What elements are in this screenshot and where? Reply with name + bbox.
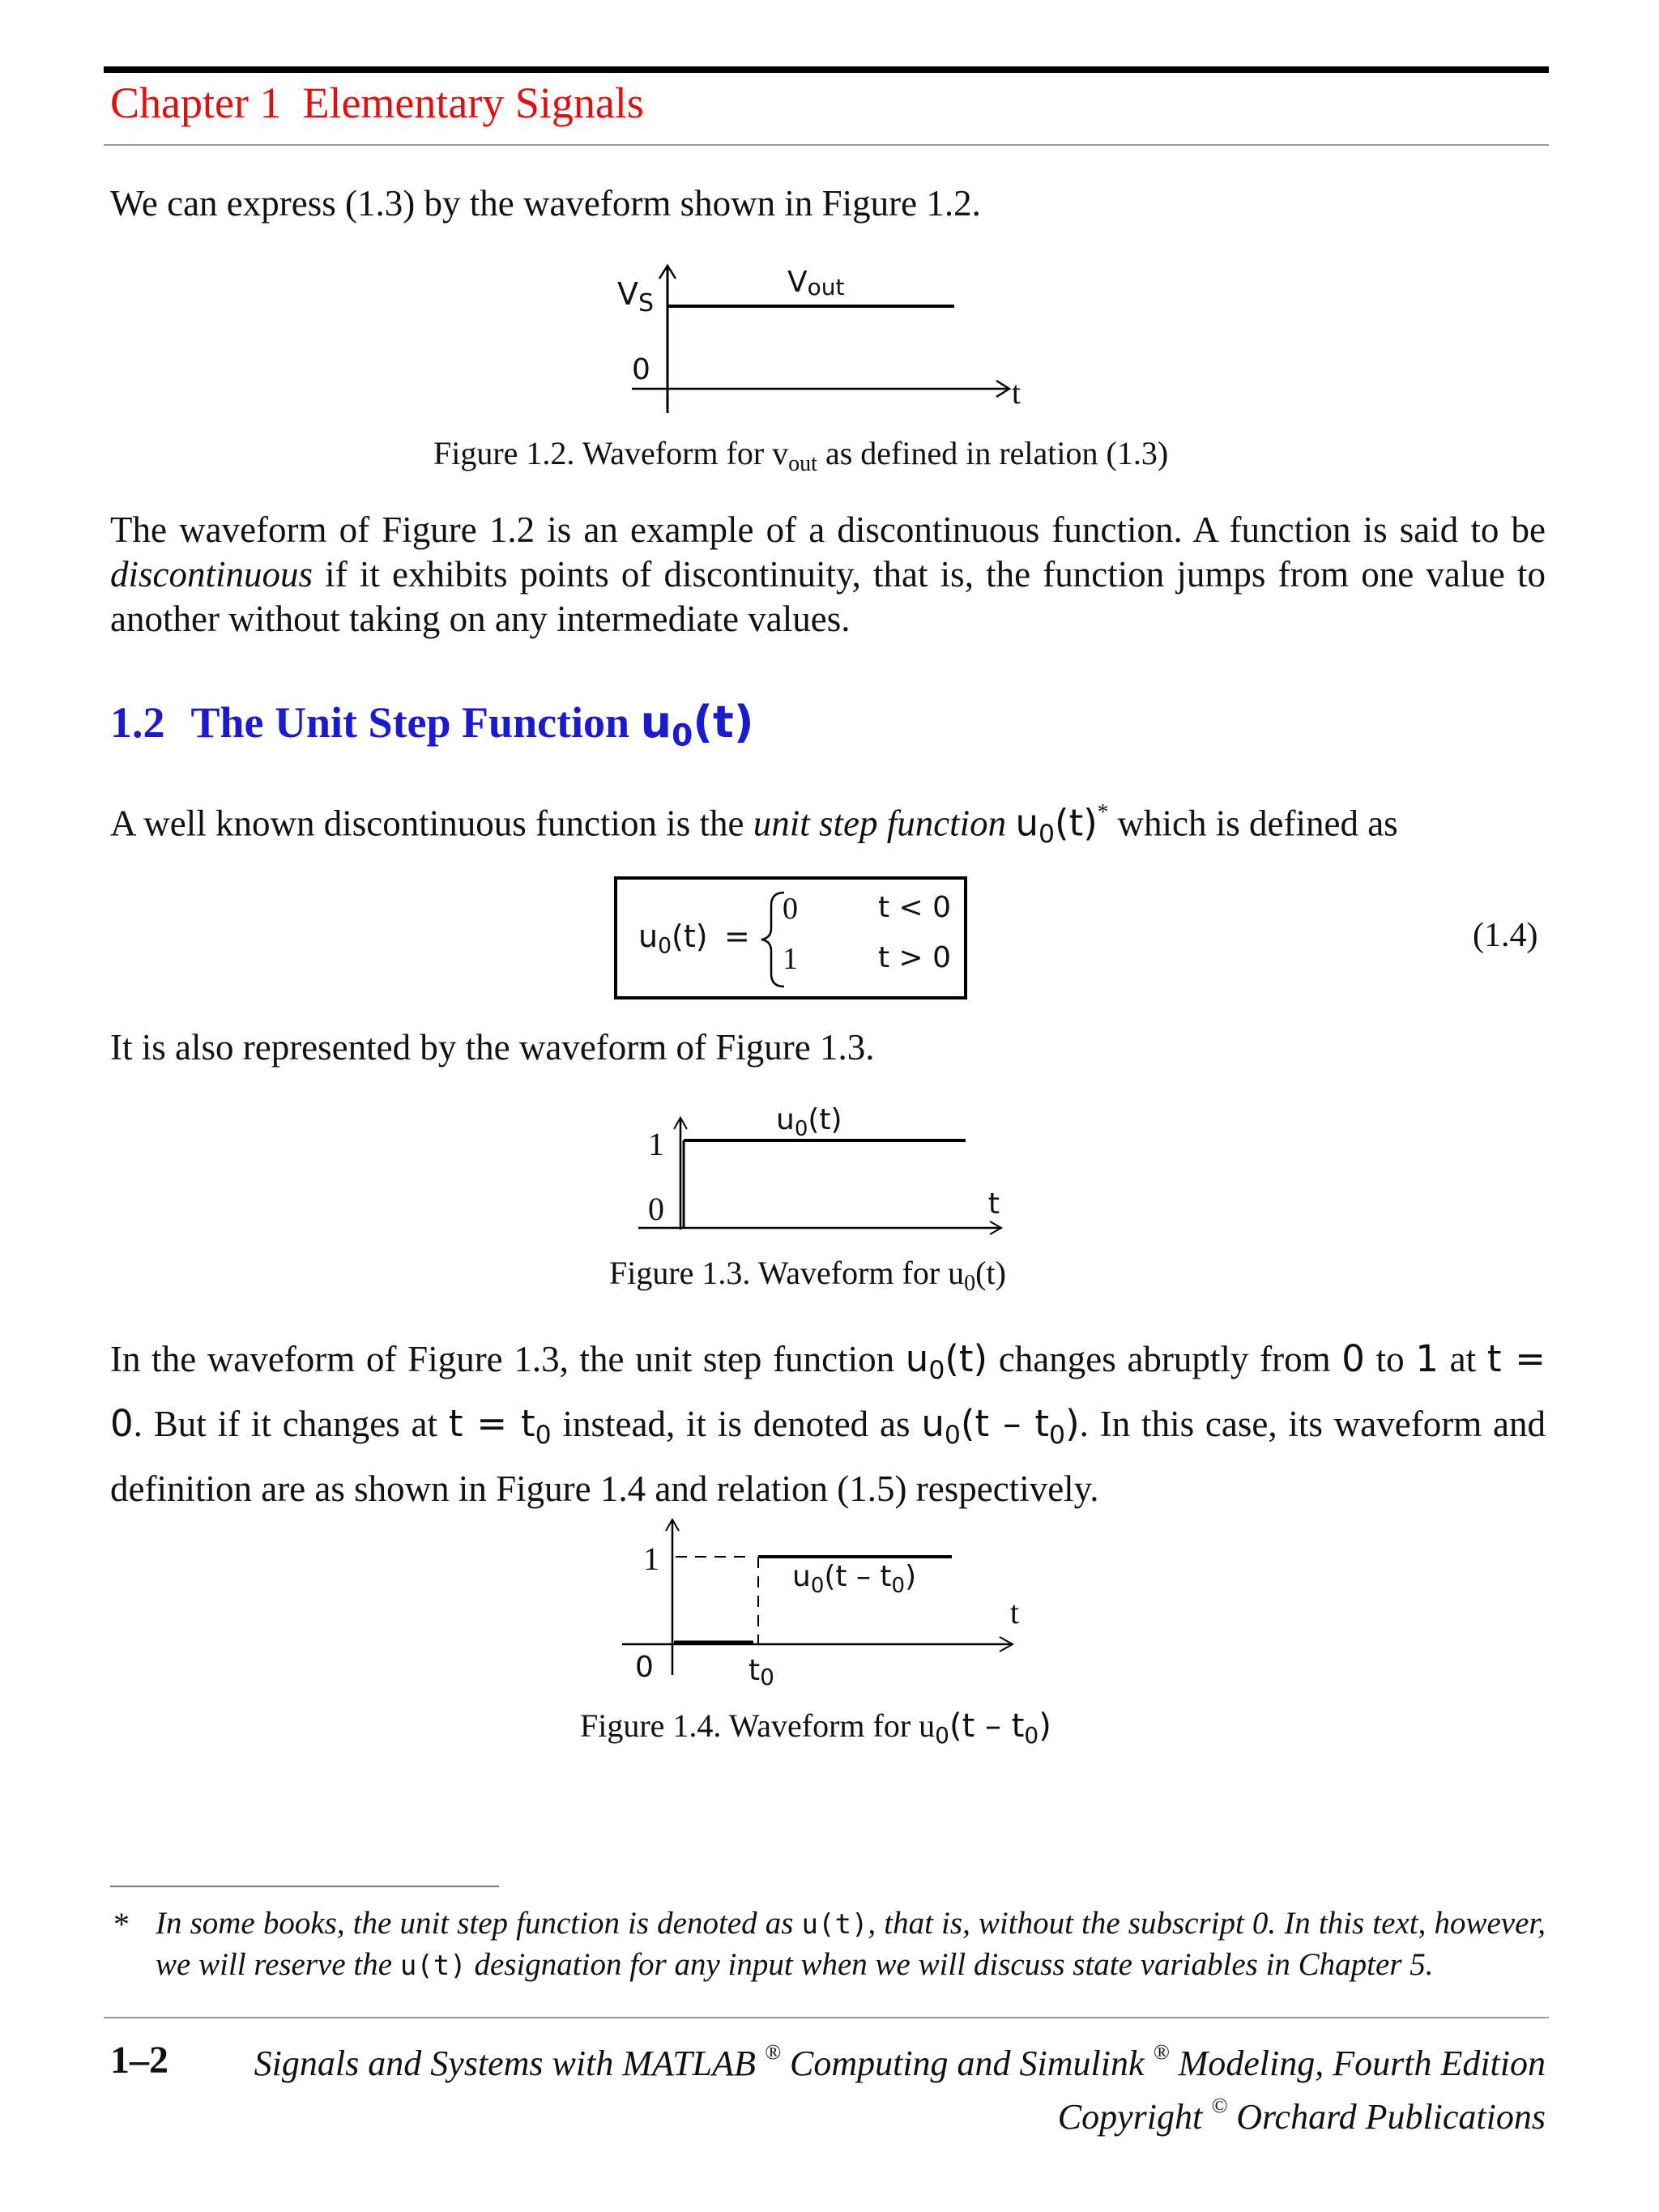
equation-lhs: $u_0(t)$ (638, 918, 708, 959)
figure-1-4 (616, 1515, 1021, 1693)
equation-1-4-box (614, 876, 967, 999)
case1-condition: t < 0 (878, 891, 952, 924)
paragraph-shift: In the waveform of Figure 1.3, the unit step function $u_0(t)$ changes abruptly from 0 to 1 at t = 0. But if it changes at $t = t_0$ instead, it is denoted as $u_0(t - t_0)$. In this case, its waveform and definition are as shown in Figure 1.4 and relation (1.5) respectively. (110, 1337, 1546, 1509)
figure-1-2-caption: Figure 1.2. Waveform for $v_{out}$ as defined in relation (1.3) (433, 435, 1169, 476)
unit-step-intro: A well known discontinuous function is the unit step function $u_0(t)^*$ which is defined as (110, 799, 1398, 850)
shift-label: t0 (748, 1654, 774, 1690)
footnote-text: In some books, the unit step function is denoted as u(t), that is, without the subscript 0. In this text, however, we will reserve the u(t) designation for any input when we will discuss state variables in Chapter 5. (156, 1906, 1546, 1982)
level-one-label: 1 (648, 1126, 664, 1162)
origin-label: 0 (648, 1191, 664, 1227)
equation-equals: = (724, 918, 750, 954)
y-label: $V_S$ (617, 276, 655, 318)
footnote-mark: * (1097, 799, 1109, 824)
figure-1-3 (616, 1100, 1021, 1242)
signal-label: Vout (787, 266, 845, 300)
x-label: t (1011, 374, 1021, 411)
case2-condition: t > 0 (878, 941, 952, 974)
intro-sentence: We can express (1.3) by the waveform shown in Figure 1.2. (110, 183, 981, 224)
case2-value: 1 (783, 942, 798, 976)
footnote-rule (110, 1886, 499, 1887)
chapter-title: Elementary Signals (302, 79, 644, 127)
paragraph-discontinuous: The waveform of Figure 1.2 is an example of a discontinuous function. A function is said to be discontinuous if it exhibits points of discontinuity, that is, the function jumps from one value to another without taking on any intermediate values. (110, 509, 1546, 639)
chapter-number: Chapter 1 (110, 79, 282, 127)
section-number: 1.2 (110, 698, 165, 747)
x-label: t (987, 1187, 1000, 1221)
also-represented: It is also represented by the waveform of Figure 1.3. (110, 1027, 875, 1068)
section-title: The Unit Step Function (190, 698, 641, 747)
equation-number: (1.4) (1473, 917, 1538, 954)
figure-1-2 (567, 258, 1021, 432)
level-one-label: 1 (643, 1541, 659, 1577)
signal-label: $u_0(t)$ (776, 1103, 842, 1141)
case1-value: 0 (783, 892, 798, 926)
top-rule (104, 66, 1549, 73)
page-number: 1–2 (110, 2039, 168, 2082)
book-title: Signals and Systems with MATLAB ® Computing and Simulink ® Modeling, Fourth Edition (254, 2039, 1546, 2083)
x-label: t (1009, 1594, 1019, 1630)
origin-label: 0 (635, 1651, 654, 1684)
figure-1-3-caption: Figure 1.3. Waveform for $u_0(t)$ (609, 1255, 1006, 1296)
figure-1-4-caption: Figure 1.4. Waveform for $u_0(t - t_0)$ (580, 1707, 1051, 1749)
origin-label: 0 (632, 353, 650, 386)
header-rule (104, 144, 1549, 146)
footer-rule (104, 2017, 1549, 2018)
copyright-line: Copyright © Orchard Publications (1057, 2093, 1546, 2137)
chapter-header (110, 78, 644, 128)
footnote-star: * (113, 1906, 130, 1942)
section-heading: 1.2 The Unit Step Function $u_0(t)$ (110, 697, 754, 753)
signal-label: $u_0(t - t_0)$ (792, 1560, 917, 1598)
